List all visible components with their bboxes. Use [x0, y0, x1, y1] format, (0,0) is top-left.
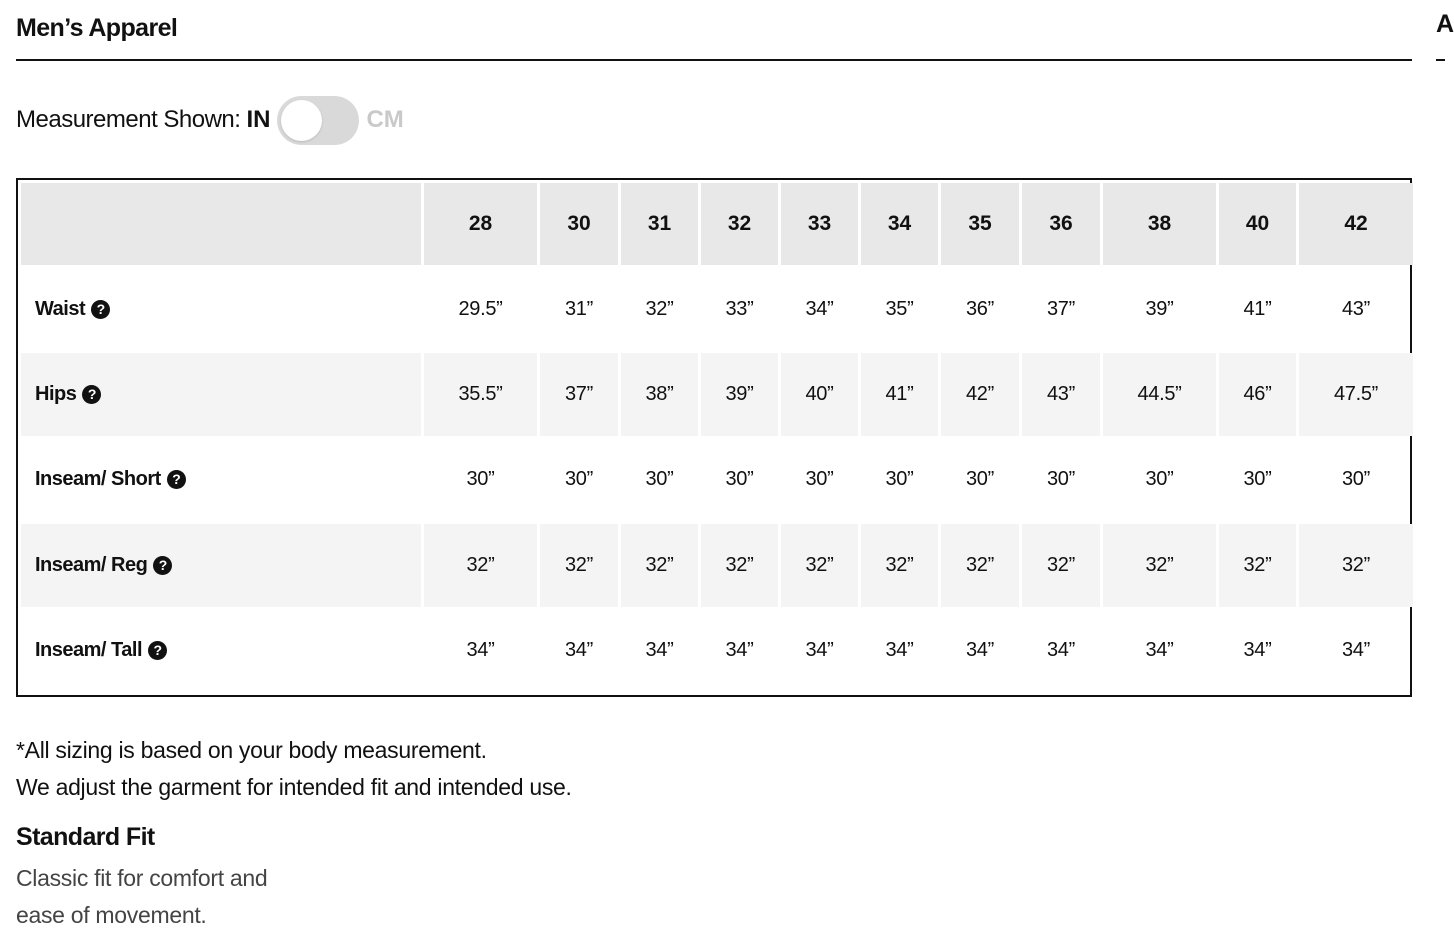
size-header: 33: [781, 183, 858, 265]
table-cell: 34”: [1145, 639, 1174, 662]
table-cell: 46”: [1219, 353, 1296, 435]
fit-description-line: Classic fit for comfort and: [16, 865, 268, 891]
table-cell: 43”: [1341, 297, 1370, 320]
table-cell: 32”: [1022, 524, 1100, 606]
table-cell: 34”: [1243, 639, 1272, 662]
table-cell: 32”: [781, 524, 858, 606]
size-header: 36: [1022, 183, 1100, 265]
question-circle-icon[interactable]: ?: [148, 641, 167, 660]
table-cell: 47.5”: [1299, 353, 1413, 435]
table-cell: 32”: [861, 524, 938, 606]
size-header: 35: [941, 183, 1019, 265]
table-cell: 35.5”: [424, 353, 537, 435]
size-header: 30: [540, 183, 618, 265]
inseam-short-row: [21, 439, 1413, 521]
table-cell: 30”: [965, 468, 994, 491]
size-header: 40: [1219, 183, 1296, 265]
row-label-inseam-short: [21, 439, 421, 521]
table-cell: 34”: [1046, 639, 1075, 662]
table-cell: 30”: [1243, 468, 1272, 491]
row-label-text: Hips: [35, 383, 77, 406]
size-header: 28: [424, 183, 537, 265]
table-cell: 34”: [965, 639, 994, 662]
table-cell: 30”: [564, 468, 593, 491]
sizing-note: [16, 732, 572, 806]
question-circle-icon[interactable]: ?: [91, 300, 110, 319]
table-cell: 32”: [701, 524, 778, 606]
sizing-note-line: We adjust the garment for intended fit and intended use.: [16, 774, 572, 800]
measurement-label: Measurement Shown:: [16, 106, 241, 133]
table-cell: 30”: [725, 468, 754, 491]
table-cell: 32”: [424, 524, 537, 606]
inseam-tall-row: [21, 610, 1413, 692]
table-cell: 32”: [621, 524, 698, 606]
table-cell: 44.5”: [1103, 353, 1216, 435]
waist-row: [21, 268, 1413, 350]
row-label-text: Inseam/ Reg: [35, 553, 148, 576]
row-label-inseam-tall: [21, 610, 421, 692]
row-label-text: Inseam/ Tall: [35, 639, 143, 662]
table-cell: 32”: [941, 524, 1019, 606]
table-cell: 39”: [1145, 297, 1174, 320]
table-cell: 32”: [645, 297, 674, 320]
table-cell: 36”: [965, 297, 994, 320]
table-cell: 34”: [885, 639, 914, 662]
corner-cell: [21, 183, 421, 265]
unit-toggle[interactable]: [277, 96, 359, 145]
title-divider: [16, 59, 1412, 61]
table-cell: 34”: [725, 639, 754, 662]
question-circle-icon[interactable]: ?: [82, 385, 101, 404]
table-cell: 43”: [1022, 353, 1100, 435]
table-cell: 34”: [564, 639, 593, 662]
size-chart: [16, 178, 1412, 697]
unit-cm-label[interactable]: CM: [366, 106, 404, 133]
size-header: 34: [861, 183, 938, 265]
measurement-control: [16, 95, 404, 145]
table-cell: 30”: [1145, 468, 1174, 491]
table-cell: 31”: [564, 297, 593, 320]
table-cell: 34”: [805, 297, 834, 320]
toggle-knob[interactable]: [281, 100, 322, 141]
table-cell: 42”: [941, 353, 1019, 435]
table-cell: 38”: [621, 353, 698, 435]
size-header: 38: [1103, 183, 1216, 265]
table-cell: 30”: [885, 468, 914, 491]
table-cell: 34”: [466, 639, 495, 662]
table-cell: 32”: [1219, 524, 1296, 606]
next-section-divider: [1436, 59, 1445, 61]
size-header: 31: [621, 183, 698, 265]
sizing-note-line: *All sizing is based on your body measurement.: [16, 737, 487, 763]
table-cell: 32”: [1103, 524, 1216, 606]
row-label-hips: [21, 353, 421, 435]
question-circle-icon[interactable]: ?: [167, 470, 186, 489]
table-cell: 34”: [805, 639, 834, 662]
table-cell: 32”: [540, 524, 618, 606]
row-label-text: Waist: [35, 297, 86, 320]
question-circle-icon[interactable]: ?: [153, 556, 172, 575]
row-label-waist: [21, 268, 421, 350]
table-cell: 30”: [805, 468, 834, 491]
table-cell: 35”: [885, 297, 914, 320]
row-label-inseam-reg: [21, 524, 421, 606]
table-cell: 34”: [1341, 639, 1370, 662]
hips-row: [21, 353, 1413, 435]
table-cell: 33”: [725, 297, 754, 320]
table-cell: 32”: [1299, 524, 1413, 606]
table-cell: 30”: [645, 468, 674, 491]
table-cell: 37”: [1046, 297, 1075, 320]
unit-in-label: IN: [246, 106, 271, 133]
fit-description-line: ease of movement.: [16, 902, 207, 928]
table-cell: 39”: [701, 353, 778, 435]
table-cell: 41”: [1243, 297, 1272, 320]
table-cell: 37”: [540, 353, 618, 435]
table-cell: 40”: [781, 353, 858, 435]
size-header: 42: [1299, 183, 1413, 265]
table-cell: 30”: [1046, 468, 1075, 491]
size-table: [18, 180, 1416, 695]
page-title: Men’s Apparel: [16, 14, 178, 42]
size-header-row: [21, 183, 1413, 265]
row-label-text: Inseam/ Short: [35, 468, 161, 491]
table-cell: 41”: [861, 353, 938, 435]
table-cell: 30”: [466, 468, 495, 491]
table-cell: 30”: [1341, 468, 1370, 491]
next-section-title: A: [1436, 10, 1454, 38]
table-cell: 34”: [645, 639, 674, 662]
table-cell: 29.5”: [458, 297, 503, 320]
fit-title: Standard Fit: [16, 823, 155, 851]
size-header: 32: [701, 183, 778, 265]
inseam-reg-row: [21, 524, 1413, 606]
fit-description: [16, 860, 316, 934]
